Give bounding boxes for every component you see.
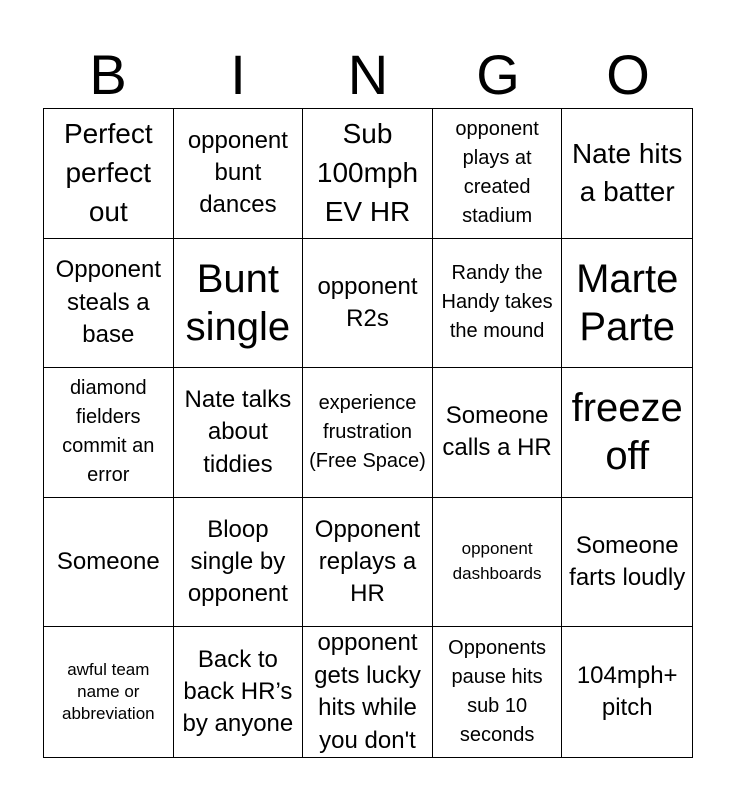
bingo-cell-text: Opponents pause hits sub 10 seconds — [448, 637, 547, 747]
bingo-cell-r5-c2[interactable] — [174, 627, 304, 757]
header-letter-n: N — [347, 43, 389, 106]
bingo-cell-r3-c3[interactable] — [303, 368, 433, 498]
header-letter-g: G — [476, 43, 520, 106]
bingo-grid — [43, 108, 693, 758]
bingo-cell-text: Opponent replays a HR — [314, 515, 421, 608]
bingo-cell-r5-c3[interactable] — [303, 627, 433, 757]
bingo-cell-text: opponent bunt dances — [187, 126, 288, 219]
bingo-cell-r2-c1[interactable] — [44, 239, 174, 369]
bingo-cell-r4-c2[interactable] — [174, 498, 304, 628]
bingo-cell-text: Perfect perfect out — [63, 118, 153, 227]
bingo-cell-r1-c3[interactable] — [303, 109, 433, 239]
bingo-cell-r3-c4[interactable] — [433, 368, 563, 498]
bingo-cell-r5-c1[interactable] — [44, 627, 174, 757]
bingo-cell-r3-c2[interactable] — [174, 368, 304, 498]
header-letter-o: O — [606, 43, 650, 106]
bingo-cell-text: Someone farts loudly — [569, 531, 686, 592]
bingo-cell-text: Bunt single — [185, 256, 291, 349]
bingo-cell-text: opponent R2s — [317, 272, 418, 332]
bingo-cell-r4-c3[interactable] — [303, 498, 433, 628]
bingo-cell-text: opponent plays at created stadium — [455, 118, 539, 228]
bingo-cell-text: experience frustration (Free Space) — [309, 391, 426, 472]
bingo-cell-r1-c1[interactable] — [44, 109, 174, 239]
bingo-cell-r4-c5[interactable] — [562, 498, 692, 628]
header-letter-i: I — [230, 43, 246, 106]
bingo-cell-text: Back to back HR’s by anyone — [182, 645, 294, 738]
bingo-cell-text: Nate talks about tiddies — [184, 385, 292, 478]
bingo-cell-r3-c5[interactable] — [562, 368, 692, 498]
bingo-cell-text: Someone calls a HR — [442, 402, 552, 462]
bingo-cell-r3-c1[interactable] — [44, 368, 174, 498]
bingo-cell-r2-c2[interactable] — [174, 239, 304, 369]
bingo-cell-text: Nate hits a batter — [571, 137, 683, 208]
bingo-cell-text: 104mph+ pitch — [576, 661, 678, 722]
bingo-cell-r1-c5[interactable] — [562, 109, 692, 239]
bingo-cell-r4-c4[interactable] — [433, 498, 563, 628]
bingo-cell-r2-c5[interactable] — [562, 239, 692, 369]
bingo-cell-r4-c1[interactable] — [44, 498, 174, 628]
bingo-cell-r5-c4[interactable] — [433, 627, 563, 757]
bingo-cell-text: Opponent steals a base — [55, 256, 161, 349]
bingo-cell-r2-c4[interactable] — [433, 239, 563, 369]
bingo-header — [43, 42, 693, 108]
bingo-cell-r2-c3[interactable] — [303, 239, 433, 369]
bingo-cell-text: Sub 100mph EV HR — [316, 118, 419, 227]
bingo-cell-r5-c5[interactable] — [562, 627, 692, 757]
bingo-cell-text: Randy the Handy takes the mound — [441, 262, 553, 343]
bingo-cell-text: freeze off — [571, 386, 683, 479]
bingo-cell-text: opponent dashboards — [452, 539, 542, 584]
bingo-cell-text: awful team name or abbreviation — [61, 660, 155, 724]
bingo-cell-text: diamond fielders commit an error — [62, 377, 155, 487]
bingo-cell-text: Marte Parte — [576, 256, 679, 349]
bingo-cell-r1-c4[interactable] — [433, 109, 563, 239]
bingo-cell-text: Bloop single by opponent — [187, 515, 288, 608]
bingo-cell-text: opponent gets lucky hits while you don't — [314, 629, 421, 754]
bingo-cell-text: Someone — [56, 547, 160, 575]
header-letter-b: B — [89, 43, 127, 106]
bingo-cell-r1-c2[interactable] — [174, 109, 304, 239]
